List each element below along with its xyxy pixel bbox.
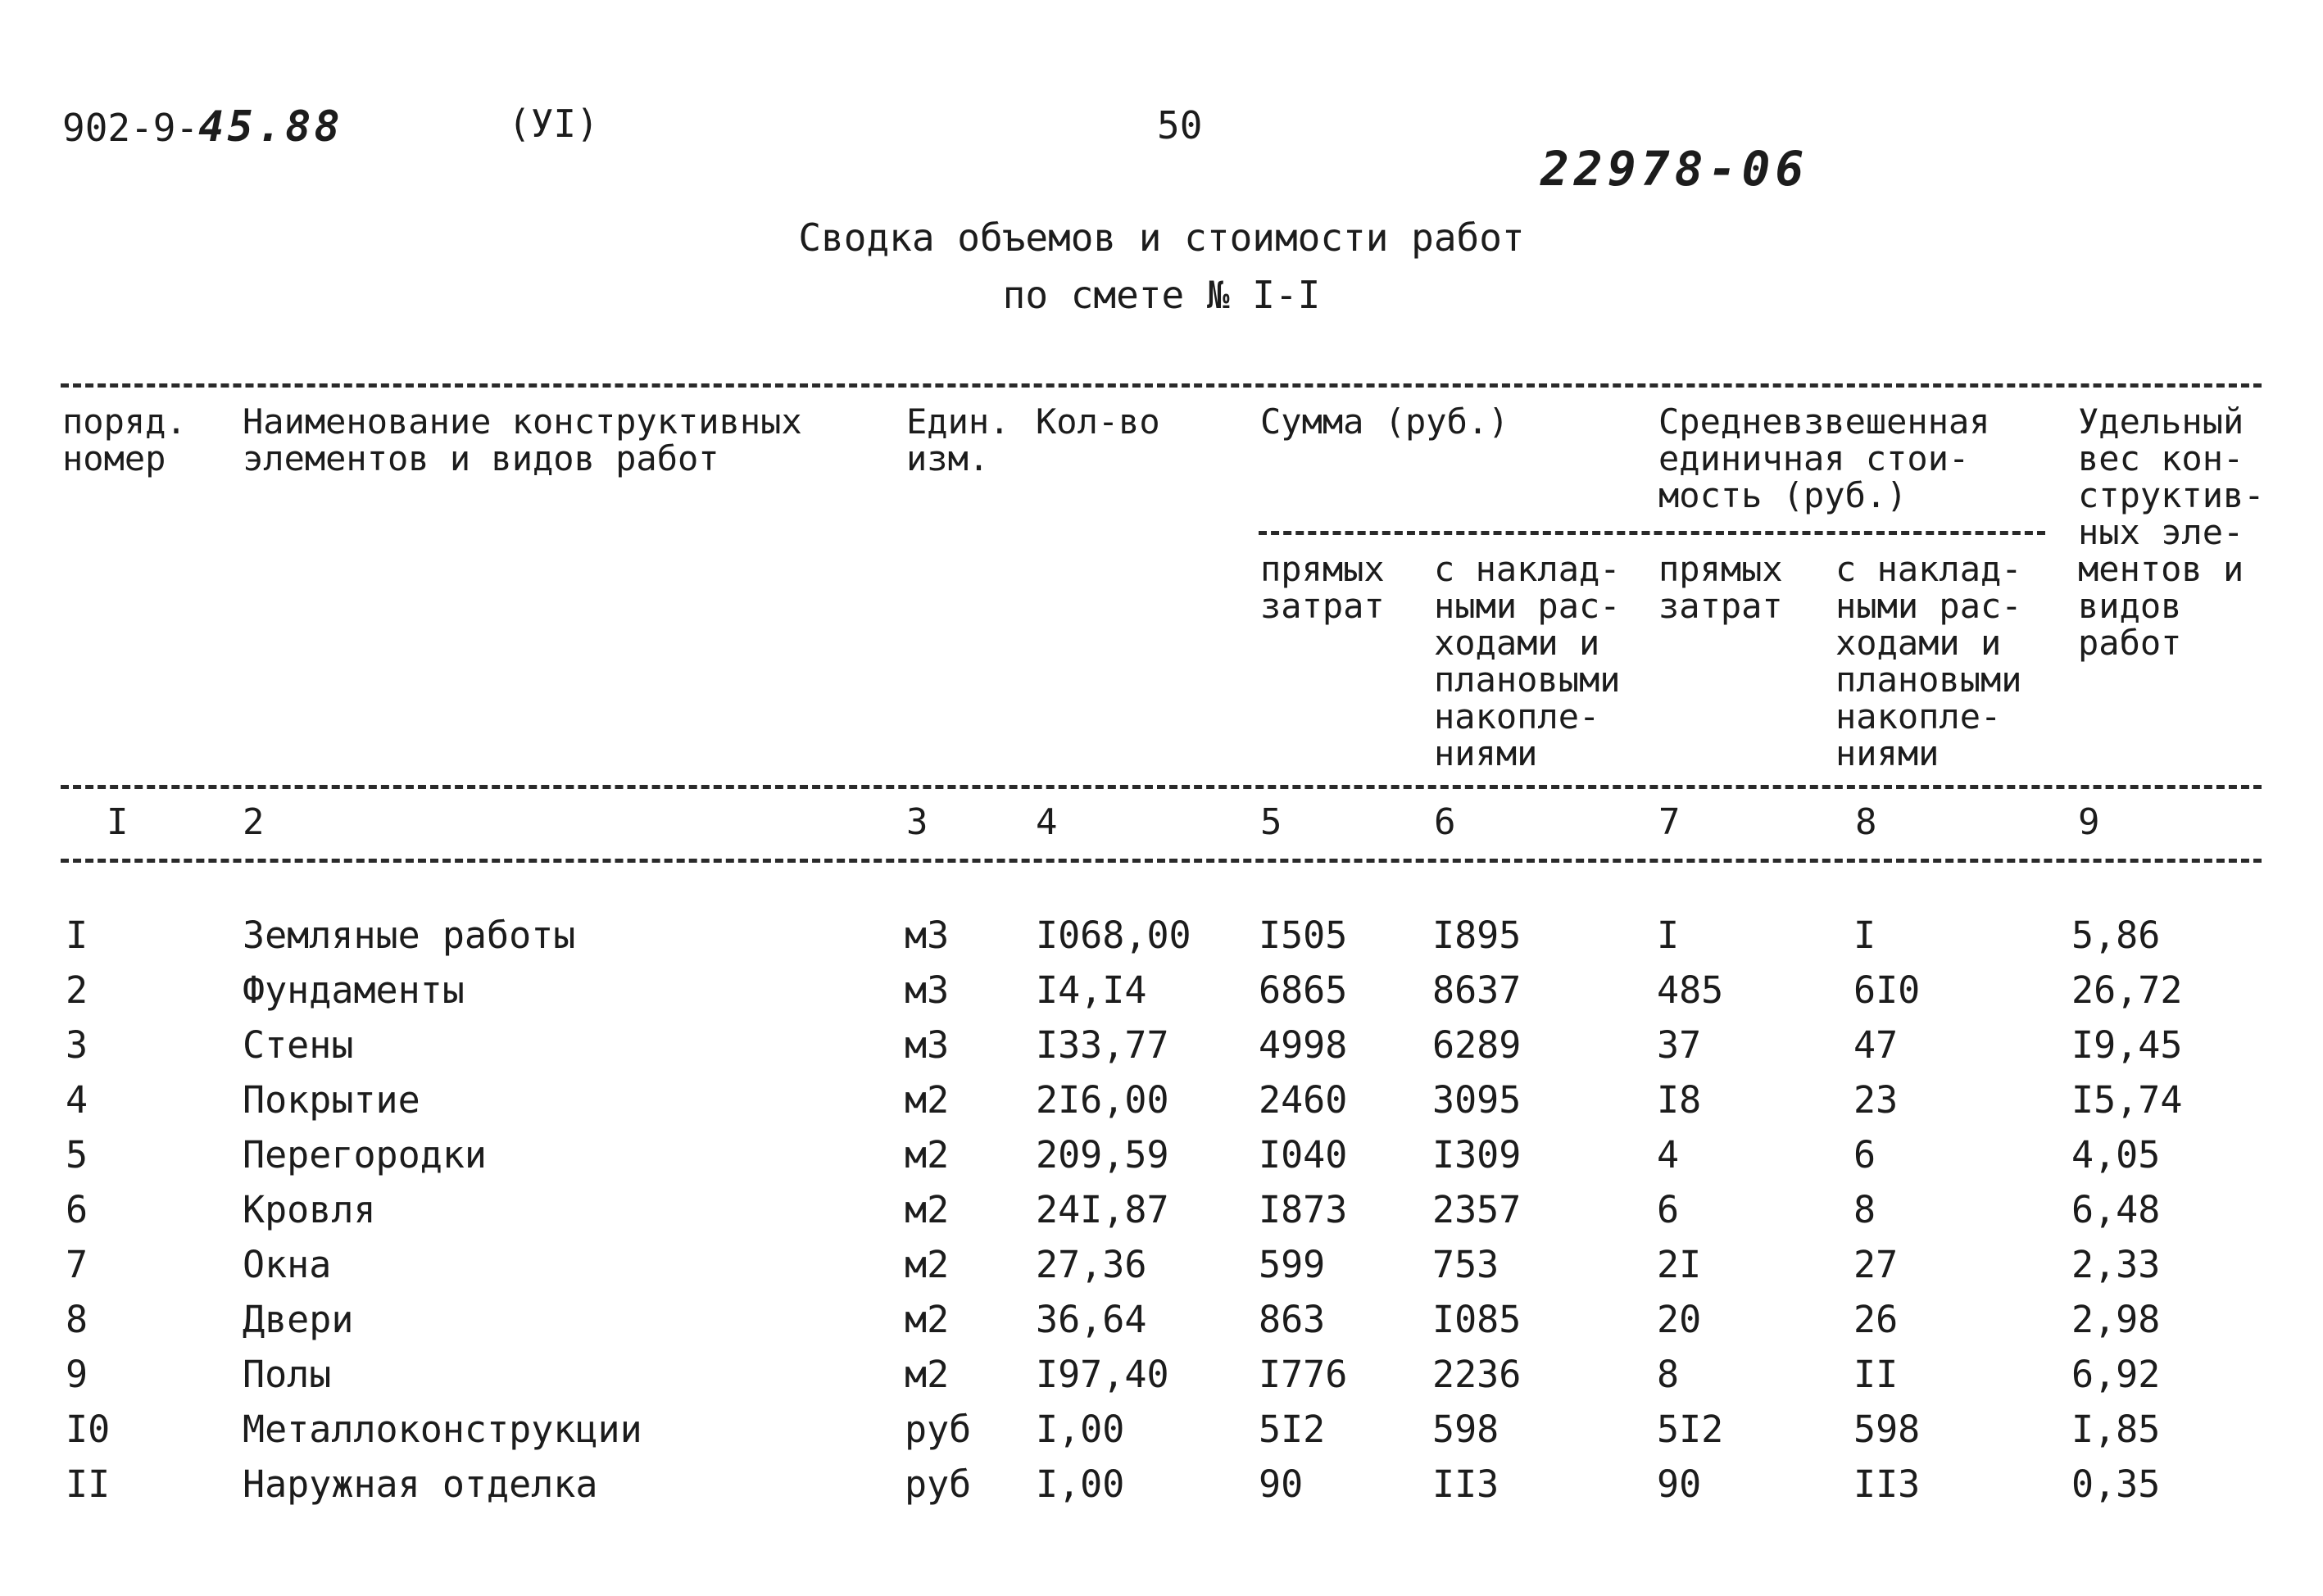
cell-avg-overhead: II3 <box>1853 1462 1921 1506</box>
cell-element-name: Перегородки <box>243 1133 488 1177</box>
cell-sum-overhead: 598 <box>1432 1408 1500 1451</box>
header-element-name: Наименование конструктивных элементов и видов работ <box>243 401 802 478</box>
cell-row-number: 6 <box>66 1188 88 1231</box>
header-sum-overhead: с наклад- ными рас- ходами и плановыми накопле- ниями <box>1434 549 1621 773</box>
doc-part: (УI) <box>508 102 599 146</box>
cell-weight: 26,72 <box>2071 968 2183 1012</box>
cell-quantity: 27,36 <box>1036 1243 1147 1286</box>
cell-row-number: 9 <box>66 1353 88 1396</box>
cell-sum-direct: 2460 <box>1259 1078 1348 1122</box>
cell-quantity: I33,77 <box>1036 1023 1169 1067</box>
sum-sub-rule <box>1259 531 2045 535</box>
table-row <box>0 1240 2323 1294</box>
colnum-5: 5 <box>1260 801 1282 843</box>
cell-weight: 5,86 <box>2071 914 2161 957</box>
cell-avg-overhead: 6 <box>1853 1133 1876 1177</box>
cell-row-number: I <box>66 914 88 957</box>
cell-sum-overhead: 3095 <box>1432 1078 1522 1122</box>
header-sum: Сумма (руб.) <box>1260 401 1509 442</box>
cell-unit: м3 <box>905 1023 950 1067</box>
cell-sum-overhead: 2236 <box>1432 1353 1522 1396</box>
colnum-9: 9 <box>2078 801 2100 843</box>
cell-avg-direct: 5I2 <box>1657 1408 1724 1451</box>
doc-code <box>62 102 343 152</box>
cell-sum-direct: 90 <box>1259 1462 1304 1506</box>
doc-code-handwritten: 45.88 <box>198 102 343 152</box>
cell-element-name: Кровля <box>243 1188 376 1231</box>
header-unit: Един. изм. <box>906 401 1010 478</box>
colnum-8: 8 <box>1855 801 1877 843</box>
cell-avg-overhead: 8 <box>1853 1188 1876 1231</box>
cell-weight: 2,33 <box>2071 1243 2161 1286</box>
cell-unit: м2 <box>905 1353 950 1396</box>
cell-element-name: Окна <box>243 1243 332 1286</box>
cell-weight: 6,92 <box>2071 1353 2161 1396</box>
cell-row-number: 5 <box>66 1133 88 1177</box>
colnum-6: 6 <box>1434 801 1456 843</box>
cell-sum-overhead: I085 <box>1432 1298 1522 1341</box>
cell-unit: руб <box>905 1462 972 1506</box>
header-avg-direct: прямых затрат <box>1658 549 1783 626</box>
cell-sum-overhead: 753 <box>1432 1243 1500 1286</box>
cell-element-name: Полы <box>243 1353 332 1396</box>
cell-quantity: I,00 <box>1036 1462 1125 1506</box>
cell-weight: 6,48 <box>2071 1188 2161 1231</box>
cell-sum-direct: I873 <box>1259 1188 1348 1231</box>
cell-avg-direct: 2I <box>1657 1243 1702 1286</box>
colnum-1: I <box>107 801 129 843</box>
table-row <box>0 1295 2323 1349</box>
cell-sum-overhead: II3 <box>1432 1462 1500 1506</box>
table-row <box>0 1405 2323 1459</box>
cell-avg-direct: 90 <box>1657 1462 1702 1506</box>
cell-weight: I9,45 <box>2071 1023 2183 1067</box>
page-title-line2: по смете № I-I <box>1002 273 1321 317</box>
cell-row-number: 7 <box>66 1243 88 1286</box>
header-quantity: Кол-во <box>1036 401 1160 442</box>
cell-avg-overhead: 6I0 <box>1853 968 1921 1012</box>
cell-avg-direct: 8 <box>1657 1353 1680 1396</box>
header-row-number: поряд. номер <box>62 401 187 478</box>
cell-row-number: 2 <box>66 968 88 1012</box>
cell-sum-overhead: 2357 <box>1432 1188 1522 1231</box>
cell-unit: м2 <box>905 1078 950 1122</box>
cell-element-name: Металлоконструкции <box>243 1408 642 1451</box>
cell-row-number: 3 <box>66 1023 88 1067</box>
cell-element-name: Фундаменты <box>243 968 465 1012</box>
inventory-stamp: 22978-06 <box>1540 141 1809 197</box>
cell-unit: руб <box>905 1408 972 1451</box>
cell-avg-overhead: 27 <box>1853 1243 1899 1286</box>
doc-code-prefix: 902-9- <box>62 106 199 150</box>
cell-avg-overhead: I <box>1853 914 1876 957</box>
cell-row-number: II <box>66 1462 111 1506</box>
cell-sum-direct: I040 <box>1259 1133 1348 1177</box>
header-sum-direct: прямых затрат <box>1260 549 1385 626</box>
cell-avg-overhead: 598 <box>1853 1408 1921 1451</box>
cell-avg-direct: 4 <box>1657 1133 1680 1177</box>
header-avg-cost: Средневзвешенная единичная стои- мость (руб.) <box>1658 401 1990 515</box>
colnum-bottom-rule <box>61 859 2262 863</box>
colnum-3: 3 <box>906 801 928 843</box>
cell-element-name: Земляные работы <box>243 914 576 957</box>
cell-row-number: 4 <box>66 1078 88 1122</box>
table-row <box>0 911 2323 965</box>
cell-unit: м2 <box>905 1298 950 1341</box>
colnum-7: 7 <box>1658 801 1681 843</box>
colnum-2: 2 <box>243 801 265 843</box>
table-row <box>0 1350 2323 1404</box>
cell-avg-direct: I8 <box>1657 1078 1702 1122</box>
table-row <box>0 1021 2323 1075</box>
cell-avg-overhead: 23 <box>1853 1078 1899 1122</box>
colnum-4: 4 <box>1036 801 1058 843</box>
cell-quantity: I068,00 <box>1036 914 1191 957</box>
cell-weight: I,85 <box>2071 1408 2161 1451</box>
page-number: 50 <box>1157 103 1203 147</box>
cell-sum-direct: 4998 <box>1259 1023 1348 1067</box>
page-title-line1: Сводка объемов и стоимости работ <box>798 215 1525 260</box>
cell-sum-overhead: 8637 <box>1432 968 1522 1012</box>
cell-element-name: Покрытие <box>243 1078 420 1122</box>
cell-avg-direct: 20 <box>1657 1298 1702 1341</box>
cell-weight: I5,74 <box>2071 1078 2183 1122</box>
table-row <box>0 1460 2323 1514</box>
cell-sum-direct: I776 <box>1259 1353 1348 1396</box>
cell-unit: м2 <box>905 1188 950 1231</box>
cell-quantity: 36,64 <box>1036 1298 1147 1341</box>
cell-sum-direct: I505 <box>1259 914 1348 957</box>
table-row <box>0 1186 2323 1240</box>
cell-unit: м2 <box>905 1133 950 1177</box>
cell-quantity: 24I,87 <box>1036 1188 1169 1231</box>
cell-unit: м2 <box>905 1243 950 1286</box>
cell-element-name: Стены <box>243 1023 354 1067</box>
cell-sum-direct: 599 <box>1259 1243 1326 1286</box>
cell-sum-direct: 6865 <box>1259 968 1348 1012</box>
cell-sum-overhead: I309 <box>1432 1133 1522 1177</box>
cell-weight: 4,05 <box>2071 1133 2161 1177</box>
table-row <box>0 1131 2323 1185</box>
table-row <box>0 966 2323 1020</box>
header-avg-overhead: с наклад- ными рас- ходами и плановыми накопле- ниями <box>1835 549 2022 773</box>
header-bottom-rule <box>61 785 2262 789</box>
cell-element-name: Двери <box>243 1298 354 1341</box>
cell-avg-direct: 6 <box>1657 1188 1680 1231</box>
cell-row-number: I0 <box>66 1408 111 1451</box>
cell-unit: м3 <box>905 914 950 957</box>
table-row <box>0 1076 2323 1130</box>
cell-quantity: I,00 <box>1036 1408 1125 1451</box>
cell-avg-direct: 37 <box>1657 1023 1702 1067</box>
cell-element-name: Наружная отделка <box>243 1462 598 1506</box>
cell-avg-overhead: 26 <box>1853 1298 1899 1341</box>
cell-avg-overhead: 47 <box>1853 1023 1899 1067</box>
cell-unit: м3 <box>905 968 950 1012</box>
header-weight: Удельный вес кон- структив- ных эле- ментов и видов работ <box>2078 401 2265 663</box>
cell-avg-overhead: II <box>1853 1353 1899 1396</box>
cell-weight: 0,35 <box>2071 1462 2161 1506</box>
cell-quantity: I4,I4 <box>1036 968 1147 1012</box>
cell-quantity: 209,59 <box>1036 1133 1169 1177</box>
cell-quantity: 2I6,00 <box>1036 1078 1169 1122</box>
cell-quantity: I97,40 <box>1036 1353 1169 1396</box>
cell-avg-direct: I <box>1657 914 1680 957</box>
cell-avg-direct: 485 <box>1657 968 1724 1012</box>
cell-sum-direct: 5I2 <box>1259 1408 1326 1451</box>
cell-sum-overhead: I895 <box>1432 914 1522 957</box>
cell-row-number: 8 <box>66 1298 88 1341</box>
cell-sum-direct: 863 <box>1259 1298 1326 1341</box>
cell-sum-overhead: 6289 <box>1432 1023 1522 1067</box>
cell-weight: 2,98 <box>2071 1298 2161 1341</box>
table-top-rule <box>61 383 2262 388</box>
